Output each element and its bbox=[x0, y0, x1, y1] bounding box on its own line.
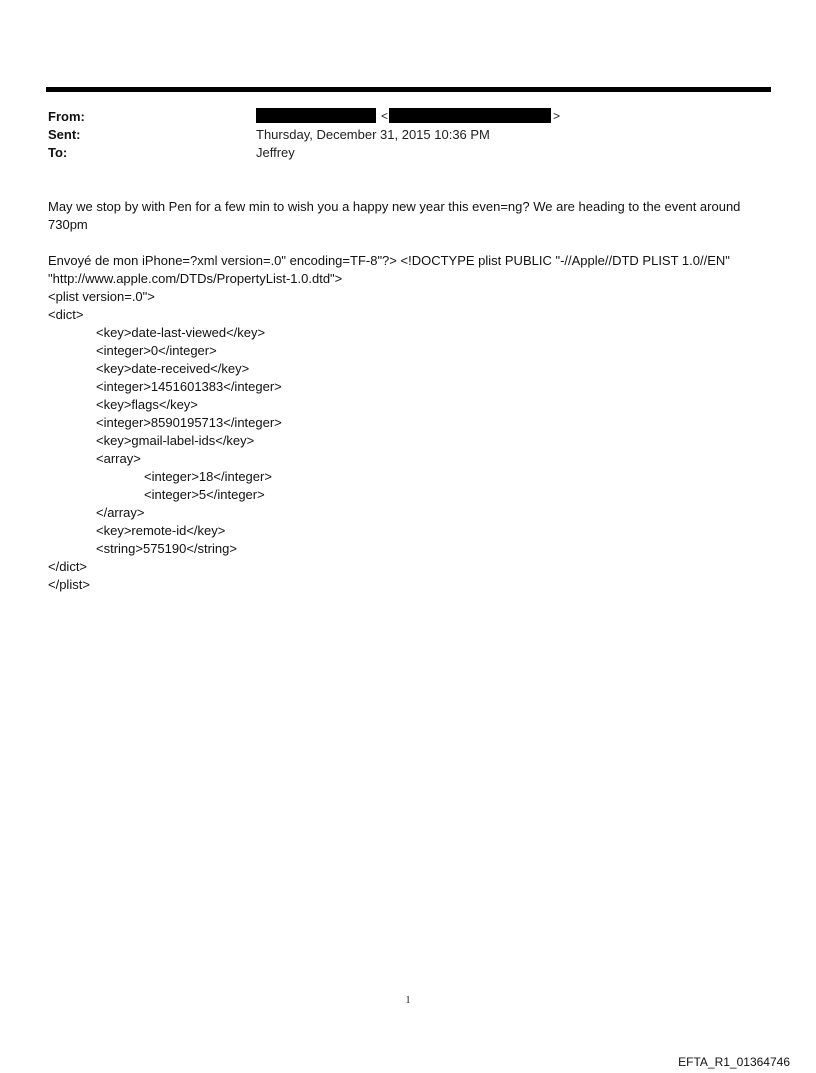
plist-line: <integer>5</integer> bbox=[144, 487, 265, 502]
from-label: From: bbox=[48, 109, 85, 124]
plist-line: </plist> bbox=[48, 577, 90, 592]
plist-line: <key>date-last-viewed</key> bbox=[96, 325, 266, 340]
to-value: Jeffrey bbox=[256, 145, 295, 160]
redacted-sender-name bbox=[256, 108, 376, 123]
from-open-angle: < bbox=[381, 109, 389, 123]
document-id: EFTA_R1_01364746 bbox=[678, 1055, 790, 1069]
plist-line: <integer>8590195713</integer> bbox=[96, 415, 282, 430]
plist-line: </dict> bbox=[48, 559, 88, 574]
message-line-2: 730pm bbox=[48, 217, 88, 232]
plist-line: <dict> bbox=[48, 307, 84, 322]
plist-line: <plist version=.0"> bbox=[48, 289, 155, 304]
sent-label: Sent: bbox=[48, 127, 81, 142]
plist-line: <key>flags</key> bbox=[96, 397, 198, 412]
plist-line: <integer>18</integer> bbox=[144, 469, 272, 484]
signature-line-2: "http://www.apple.com/DTDs/PropertyList-1.0.dtd"> bbox=[48, 271, 343, 286]
header-rule bbox=[46, 87, 771, 92]
page-number: 1 bbox=[405, 995, 411, 1006]
plist-line: <array> bbox=[96, 451, 141, 466]
plist-line: <integer>0</integer> bbox=[96, 343, 217, 358]
plist-line: <key>gmail-label-ids</key> bbox=[96, 433, 255, 448]
sent-value: Thursday, December 31, 2015 10:36 PM bbox=[256, 127, 490, 142]
message-line-1: May we stop by with Pen for a few min to wish you a happy new year this even=ng? We are heading to the event around bbox=[48, 199, 741, 214]
to-label: To: bbox=[48, 145, 68, 160]
plist-line: <string>575190</string> bbox=[96, 541, 237, 556]
plist-line: <integer>1451601383</integer> bbox=[96, 379, 282, 394]
plist-line: </array> bbox=[96, 505, 145, 520]
plist-line: <key>remote-id</key> bbox=[96, 523, 226, 538]
signature-line-1: Envoyé de mon iPhone=?xml version=.0" encoding=TF-8"?> <!DOCTYPE plist PUBLIC "-//Apple//DTD PLIST 1.0//EN" bbox=[48, 253, 730, 268]
redacted-sender-email bbox=[389, 108, 551, 123]
plist-line: <key>date-received</key> bbox=[96, 361, 250, 376]
from-close-angle: > bbox=[553, 109, 561, 123]
